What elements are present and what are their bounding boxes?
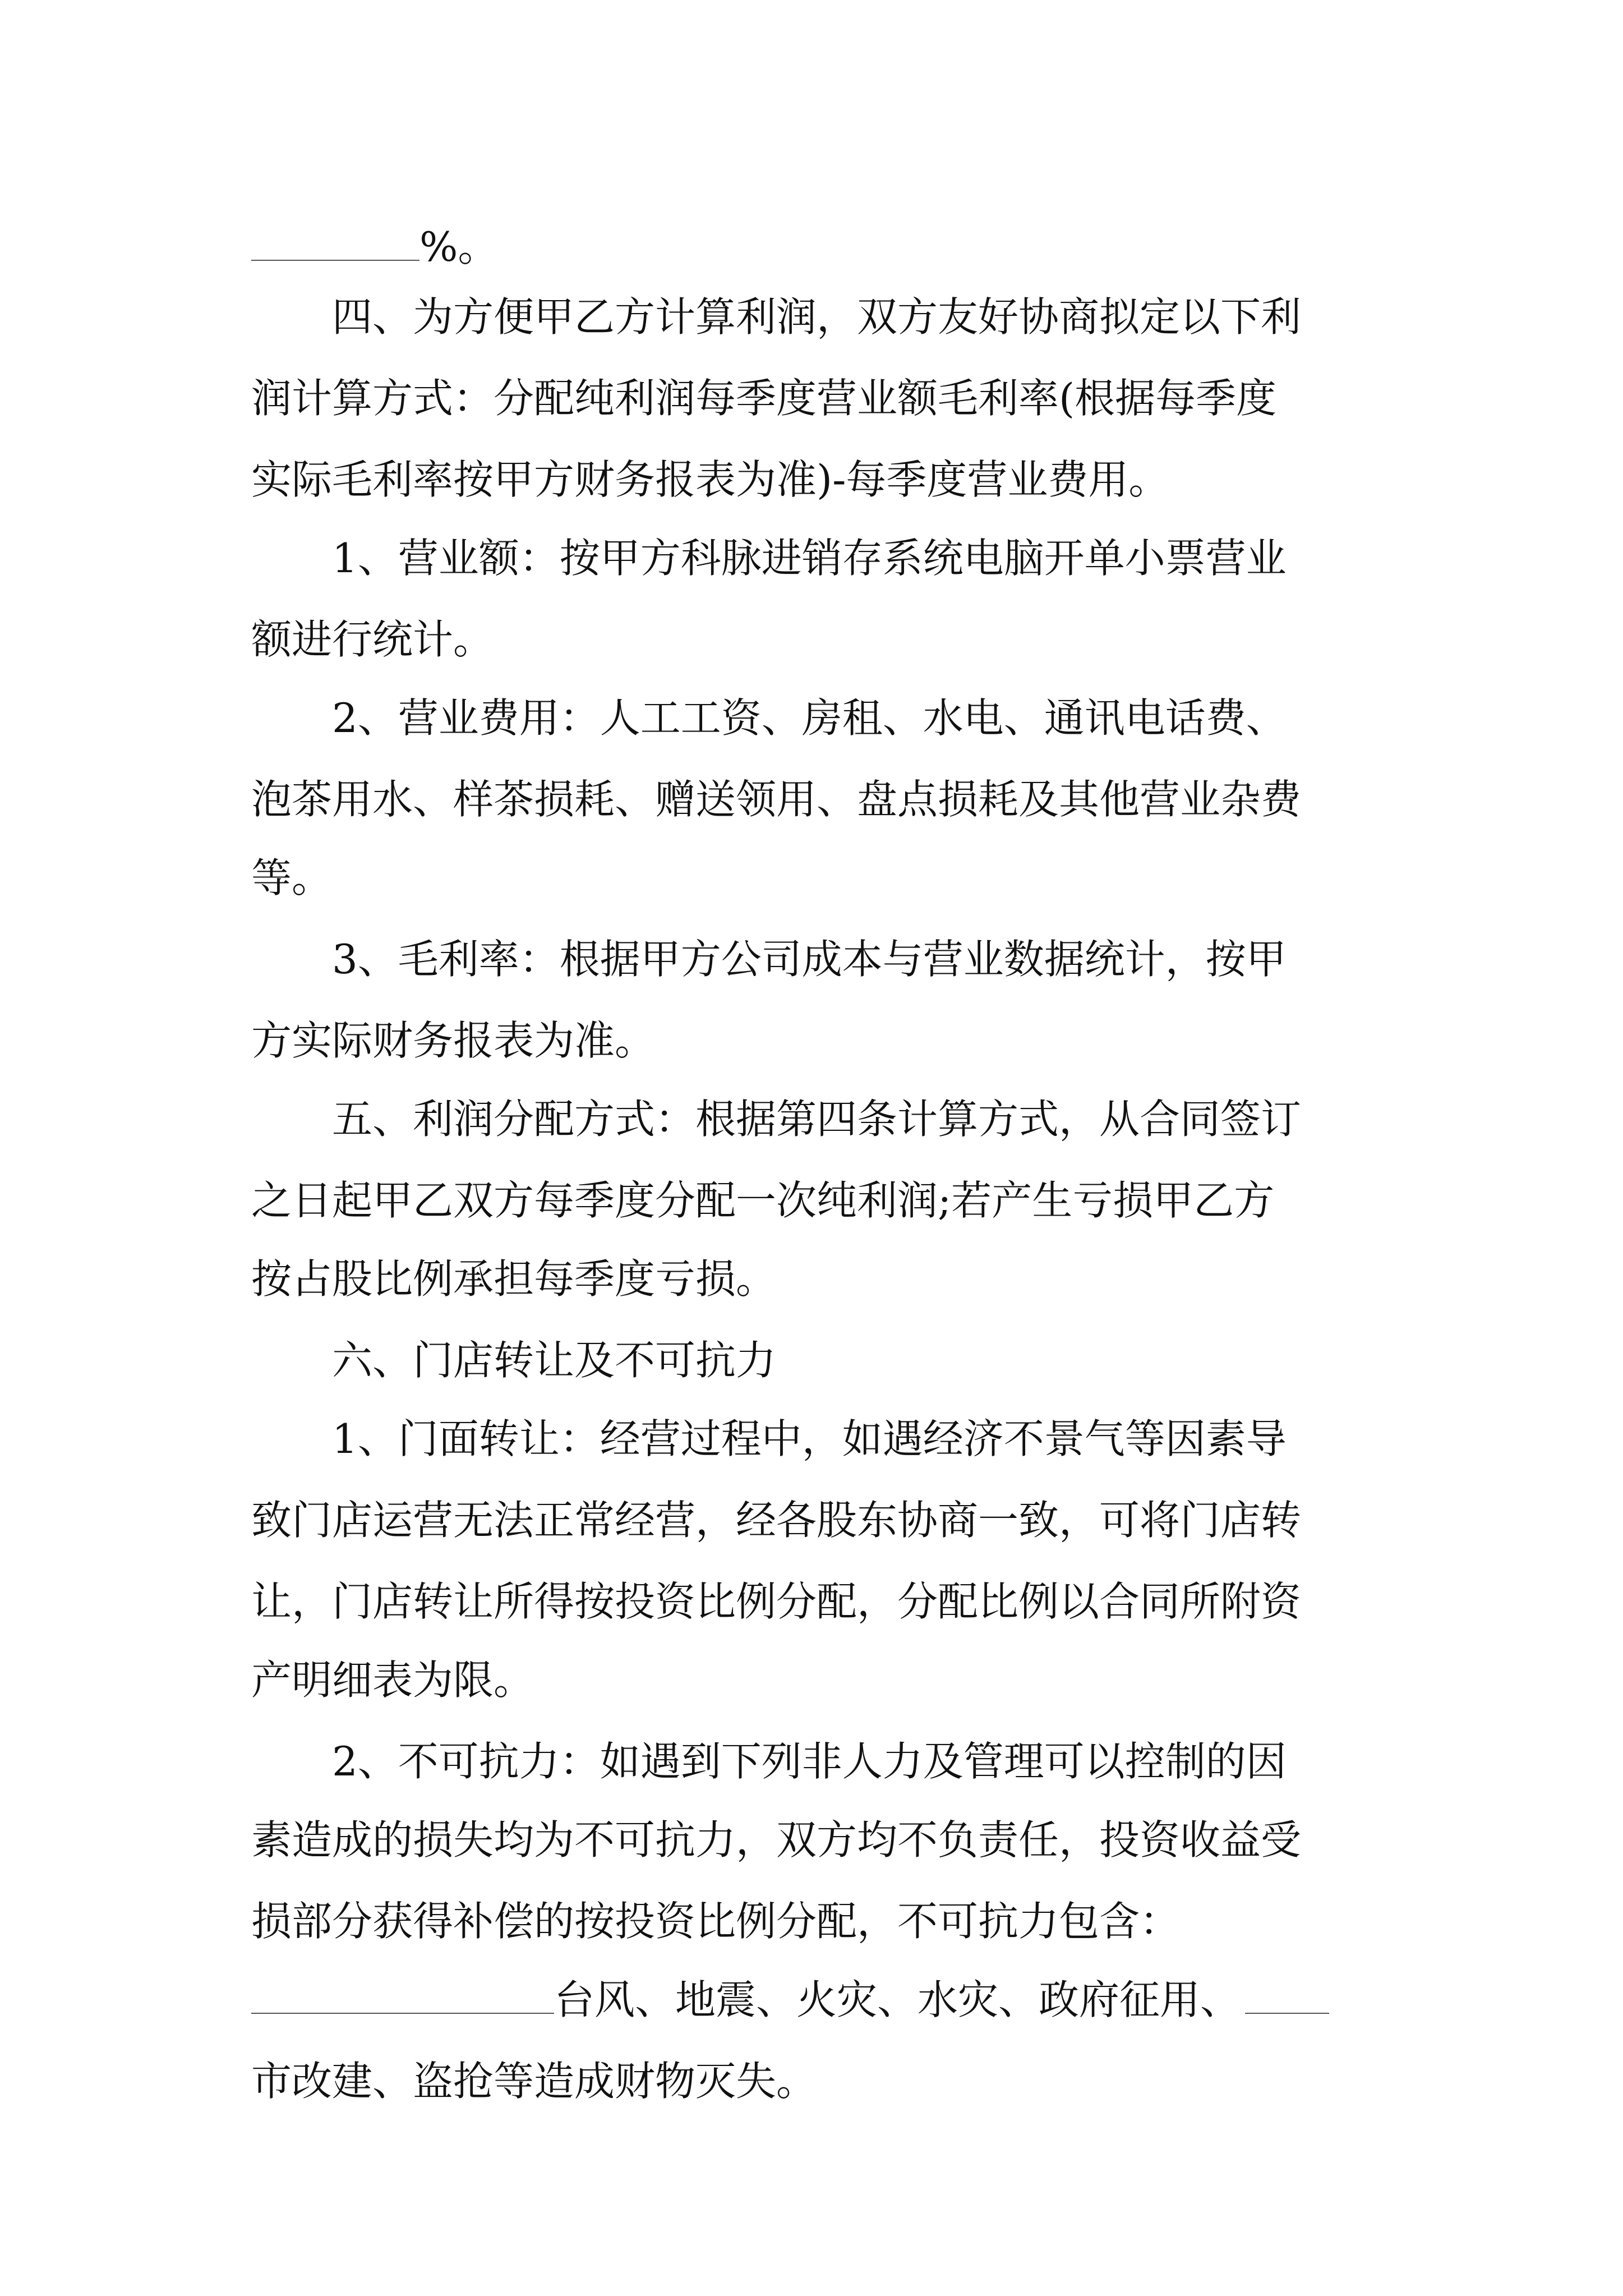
- paragraph-line-19: [251, 1644, 1390, 1717]
- paragraph-line-12: [332, 1083, 1390, 1156]
- line-text: 损部分获得补偿的按投资比例分配，不可抗力包含：: [251, 1898, 1181, 1945]
- line-text: 润计算方式：分配纯利润每季度营业额毛利率(根据每季度: [251, 375, 1277, 422]
- fill-blank: [251, 226, 419, 261]
- paragraph-line-21: [251, 1803, 1390, 1876]
- paragraph-line-16: [332, 1402, 1390, 1475]
- line-text: 市改建、盗抢等造成财物灭失。: [251, 2058, 817, 2105]
- line-text: 1、门面转让：经营过程中，如遇经济不景气等因素导: [332, 1415, 1287, 1462]
- line-text: 四、为方便甲乙方计算利润，双方友好协商拟定以下利: [332, 293, 1302, 341]
- line-text: 致门店运营无法正常经营，经各股东协商一致，可将门店转: [251, 1497, 1302, 1544]
- fill-blank: [251, 1979, 554, 2014]
- paragraph-line-23: [251, 1963, 1390, 2036]
- line-text: 等。: [251, 854, 333, 901]
- line-text: 产明细表为限。: [251, 1657, 534, 1704]
- paragraph-line-13: [251, 1164, 1390, 1237]
- paragraph-line-24: [251, 2045, 1390, 2118]
- line-text: 台风、地震、火灾、水灾、政府征用、: [554, 1976, 1241, 2023]
- line-text: 让，门店转让所得按投资比例分配，分配比例以合同所附资: [251, 1578, 1302, 1625]
- line-text: 六、门店转让及不可抗力: [332, 1337, 777, 1384]
- paragraph-line-17: [251, 1484, 1390, 1557]
- paragraph-line-7: [332, 682, 1390, 754]
- line-text: %。: [419, 223, 499, 270]
- paragraph-line-9: [251, 841, 1390, 914]
- line-text: 泡茶用水、样茶损耗、赠送领用、盘点损耗及其他营业杂费: [251, 776, 1302, 823]
- paragraph-line-6: [251, 603, 1390, 676]
- line-text: 1、营业额：按甲方科脉进销存系统电脑开单小票营业: [332, 535, 1287, 582]
- paragraph-line-18: [251, 1565, 1390, 1638]
- paragraph-line-11: [251, 1004, 1390, 1077]
- paragraph-line-14: [251, 1243, 1390, 1315]
- line-text: 素造成的损失均为不可抗力，双方均不负责任，投资收益受: [251, 1816, 1302, 1864]
- fill-blank: [1245, 1979, 1329, 2014]
- paragraph-line-3: [251, 362, 1390, 435]
- paragraph-line-8: [251, 763, 1390, 836]
- paragraph-line-10: [332, 923, 1390, 996]
- line-text: 2、不可抗力：如遇到下列非人力及管理可以控制的因: [332, 1738, 1287, 1785]
- paragraph-line-5: [332, 522, 1390, 595]
- line-text: 额进行统计。: [251, 616, 494, 663]
- line-text: 之日起甲乙双方每季度分配一次纯利润;若产生亏损甲乙方: [251, 1177, 1275, 1224]
- paragraph-line-20: [332, 1725, 1390, 1798]
- line-text: 3、毛利率：根据甲方公司成本与营业数据统计，按甲: [332, 936, 1287, 983]
- paragraph-line-22: [251, 1885, 1390, 1958]
- paragraph-line-1: [251, 210, 1390, 283]
- paragraph-line-15: [332, 1324, 1390, 1397]
- line-text: 按占股比例承担每季度亏损。: [251, 1255, 777, 1303]
- line-text: 2、营业费用：人工工资、房租、水电、通讯电话费、: [332, 694, 1287, 742]
- paragraph-line-4: [251, 443, 1390, 516]
- line-text: 方实际财务报表为准。: [251, 1017, 656, 1064]
- line-text: 五、利润分配方式：根据第四条计算方式，从合同签订: [332, 1096, 1302, 1143]
- line-text: 实际毛利率按甲方财务报表为准)-每季度营业费用。: [251, 456, 1169, 503]
- paragraph-line-2: [332, 280, 1390, 353]
